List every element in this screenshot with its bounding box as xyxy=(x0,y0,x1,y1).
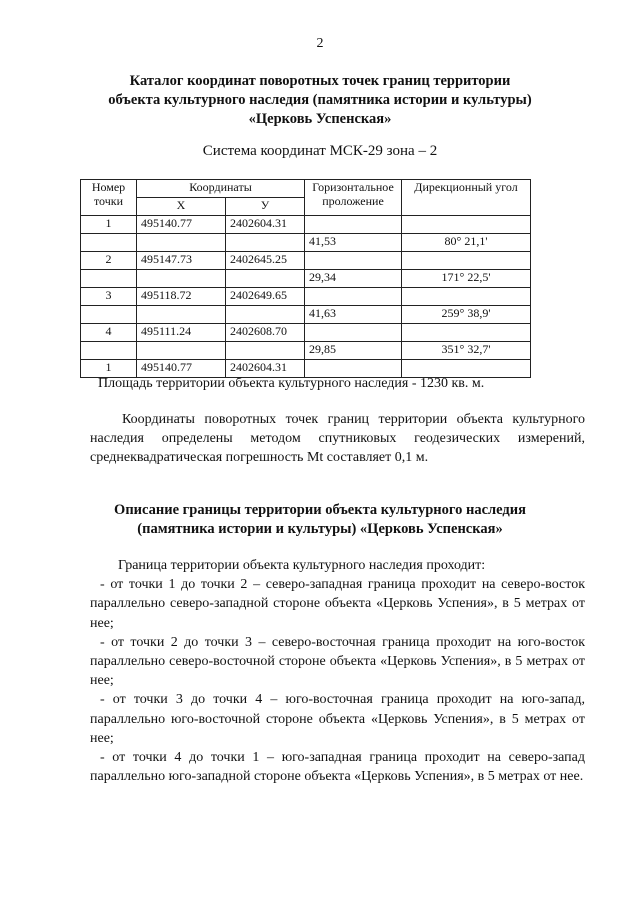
table-row-segment xyxy=(81,270,531,288)
point-number: 3 xyxy=(81,288,137,306)
segment-angle: 259° 38,9' xyxy=(402,306,531,324)
header-num-line-1: Номер xyxy=(91,180,126,194)
table-row-segment xyxy=(81,234,531,252)
description-title-line-2: (памятника истории и культуры) «Церковь Успенская» xyxy=(137,521,503,537)
point-x: 495147.73 xyxy=(137,252,226,270)
segment-length: 41,53 xyxy=(305,234,402,252)
point-number: 2 xyxy=(81,252,137,270)
header-len-line-1: Горизонтальное xyxy=(312,180,394,194)
point-y: 2402608.70 xyxy=(226,324,305,342)
table-header-row xyxy=(81,180,531,198)
description-lead: Граница территории объекта культурного наследия проходит: xyxy=(118,558,486,573)
description-item: - от точки 1 до точки 2 – северо-западная граница проходит на северо-восток параллельно северо-западной стороне объекта «Церковь Успения», в 5 метрах от нее; xyxy=(90,577,585,631)
coordinates-table xyxy=(80,179,531,378)
catalog-title-line-1: Каталог координат поворотных точек границ территории xyxy=(129,73,511,89)
point-x: 495111.24 xyxy=(137,324,226,342)
table-row-segment xyxy=(81,306,531,324)
point-y: 2402649.65 xyxy=(226,288,305,306)
table-row-point xyxy=(81,324,531,342)
table-row-point xyxy=(81,252,531,270)
segment-angle: 351° 32,7' xyxy=(402,342,531,360)
table-row-point xyxy=(81,288,531,306)
point-number: 1 xyxy=(81,360,137,378)
description-item: - от точки 4 до точки 1 – юго-западная граница проходит на северо-запад параллельно юго-западной стороне объекта «Церковь Успения», в 5 метрах от нее. xyxy=(90,750,585,785)
header-coordinates: Координаты xyxy=(137,180,305,198)
header-len-line-2: проложение xyxy=(322,194,384,208)
point-x: 495118.72 xyxy=(137,288,226,306)
coordinate-system-label: Система координат МСК-29 зона – 2 xyxy=(202,143,438,159)
description-title xyxy=(60,501,580,539)
point-x: 495140.77 xyxy=(137,360,226,378)
segment-angle: 171° 22,5' xyxy=(402,270,531,288)
point-y: 2402645.25 xyxy=(226,252,305,270)
header-direction-angle: Дирекционный угол xyxy=(402,180,531,216)
catalog-title xyxy=(60,72,580,129)
boundary-description xyxy=(90,556,585,786)
catalog-title-line-2: объекта культурного наследия (памятника истории и культуры) xyxy=(108,92,532,108)
accuracy-statement: Координаты поворотных точек границ территории объекта культурного наследия определены методом спутниковых геодезических измерений, среднеквадратическая погрешность Mt составляет 0,1 м. xyxy=(90,412,585,465)
page-number: 2 xyxy=(316,36,324,51)
area-statement: Площадь территории объекта культурного наследия - 1230 кв. м. xyxy=(98,376,485,391)
table-row-segment xyxy=(81,342,531,360)
header-num-line-2: точки xyxy=(93,194,124,208)
header-horizontal-length xyxy=(305,180,402,216)
description-title-line-1: Описание границы территории объекта культурного наследия xyxy=(114,502,526,518)
point-y: 2402604.31 xyxy=(226,360,305,378)
catalog-title-line-3: «Церковь Успенская» xyxy=(248,111,392,127)
segment-angle: 80° 21,1' xyxy=(402,234,531,252)
table-row-point xyxy=(81,216,531,234)
point-number: 4 xyxy=(81,324,137,342)
segment-length: 29,34 xyxy=(305,270,402,288)
header-y: У xyxy=(226,198,305,216)
point-number: 1 xyxy=(81,216,137,234)
point-x: 495140.77 xyxy=(137,216,226,234)
header-x: X xyxy=(137,198,226,216)
segment-length: 41,63 xyxy=(305,306,402,324)
point-y: 2402604.31 xyxy=(226,216,305,234)
header-point-number xyxy=(81,180,137,216)
description-item: - от точки 3 до точки 4 – юго-восточная граница проходит на юго-запад, параллельно юго-восточной стороне объекта «Церковь Успения», в 5 метрах от нее; xyxy=(90,692,585,746)
segment-length: 29,85 xyxy=(305,342,402,360)
description-item: - от точки 2 до точки 3 – северо-восточная граница проходит на юго-восток параллельно северо-восточной стороне объекта «Церковь Успения», в 5 метрах от нее; xyxy=(90,634,585,689)
